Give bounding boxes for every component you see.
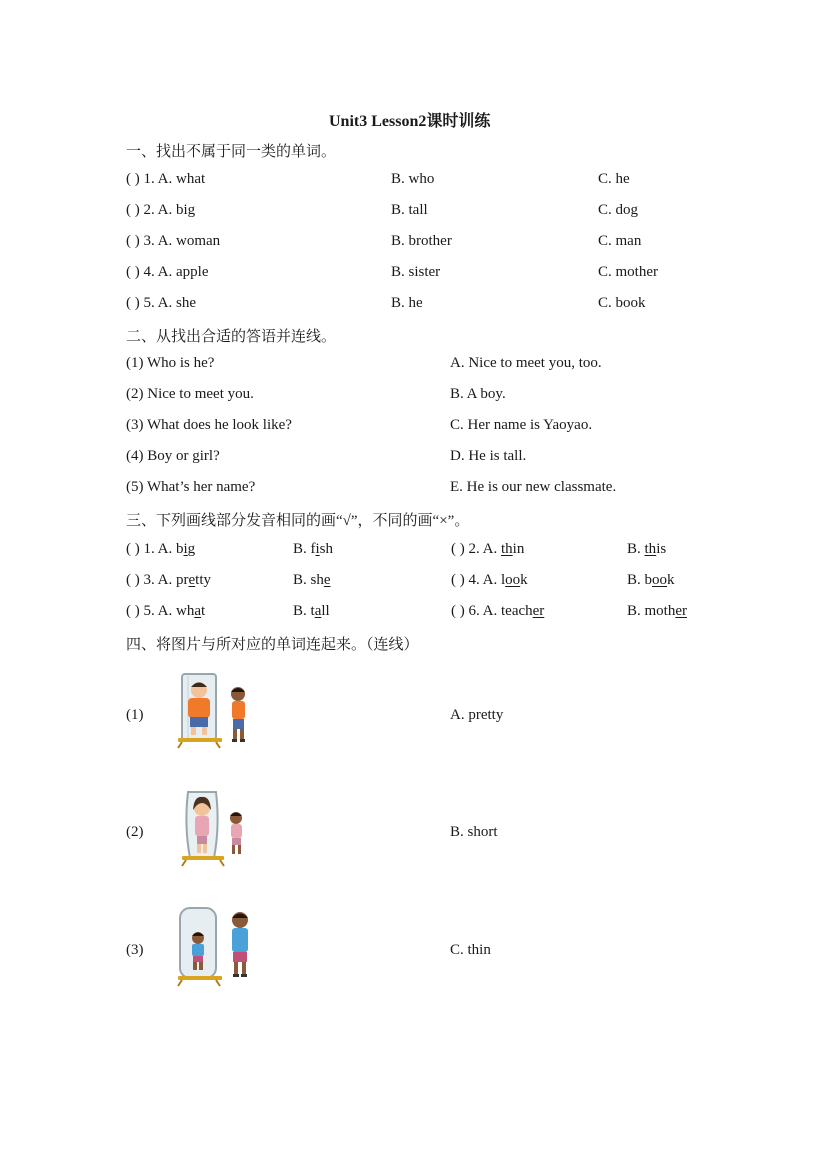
s2-answer-a: A. Nice to meet you, too.: [450, 355, 602, 371]
s2-question-5: (5) What’s her name?: [126, 479, 256, 495]
mirror-girl-illustration: [178, 788, 250, 868]
s2-answer-c: C. Her name is Yaoyao.: [450, 417, 593, 433]
mirror-boy-wide-illustration: [174, 670, 256, 750]
s1-q5-b: B. he: [391, 295, 423, 311]
mirror-boy-short-illustration: [174, 904, 256, 988]
s3-item-5-b: B. tall: [293, 603, 330, 619]
s3-item-4-b: B. book: [627, 572, 675, 588]
s1-q4: ( ) 4. A. apple: [126, 264, 209, 280]
s3-item-3: ( ) 3. A. pretty: [126, 572, 212, 588]
s1-q1-c: C. he: [598, 171, 630, 187]
s1-q2-b: B. tall: [391, 202, 428, 218]
s2-answer-b: B. A boy.: [450, 386, 506, 402]
s2-answer-d: D. He is tall.: [450, 448, 527, 464]
s2-answer-e: E. He is our new classmate.: [450, 479, 617, 495]
s4-label-2: (2): [126, 824, 144, 840]
s3-item-4: ( ) 4. A. look: [451, 572, 528, 588]
s1-q4-c: C. mother: [598, 264, 658, 280]
s1-q2-c: C. dog: [598, 202, 639, 218]
s4-word-b: B. short: [450, 824, 498, 840]
s3-item-2-b: B. this: [627, 541, 667, 557]
page-title: Unit3 Lesson2课时训练: [329, 113, 491, 130]
s1-q3: ( ) 3. A. woman: [126, 233, 221, 249]
s4-label-1: (1): [126, 707, 144, 723]
s1-q2: ( ) 2. A. big: [126, 202, 196, 218]
s1-q3-c: C. man: [598, 233, 642, 249]
section1-heading: 一、找出不属于同一类的单词。: [126, 144, 337, 160]
s3-item-5: ( ) 5. A. what: [126, 603, 206, 619]
s1-q4-b: B. sister: [391, 264, 441, 280]
s3-item-2: ( ) 2. A. thin: [451, 541, 525, 557]
section3-heading: 三、下列画线部分发音相同的画“√”，不同的画“×”。: [126, 513, 470, 529]
s3-item-6: ( ) 6. A. teacher: [451, 603, 545, 619]
s3-item-1: ( ) 1. A. big: [126, 541, 196, 557]
s4-word-a: A. pretty: [450, 707, 504, 723]
s2-question-3: (3) What does he look like?: [126, 417, 292, 433]
section4-heading: 四、将图片与所对应的单词连起来。（连线）: [126, 637, 419, 653]
s1-q5-c: C. book: [598, 295, 646, 311]
s2-question-4: (4) Boy or girl?: [126, 448, 220, 464]
s3-item-3-b: B. she: [293, 572, 331, 588]
s2-question-2: (2) Nice to meet you.: [126, 386, 254, 402]
s4-word-c: C. thin: [450, 942, 491, 958]
s1-q3-b: B. brother: [391, 233, 452, 249]
s1-q5: ( ) 5. A. she: [126, 295, 196, 311]
s3-item-6-b: B. mother: [627, 603, 687, 619]
s4-label-3: (3): [126, 942, 144, 958]
s3-item-1-b: B. fish: [293, 541, 334, 557]
section2-heading: 二、从找出合适的答语并连线。: [126, 329, 337, 345]
s1-q1: ( ) 1. A. what: [126, 171, 206, 187]
s1-q1-b: B. who: [391, 171, 435, 187]
s2-question-1: (1) Who is he?: [126, 355, 215, 371]
